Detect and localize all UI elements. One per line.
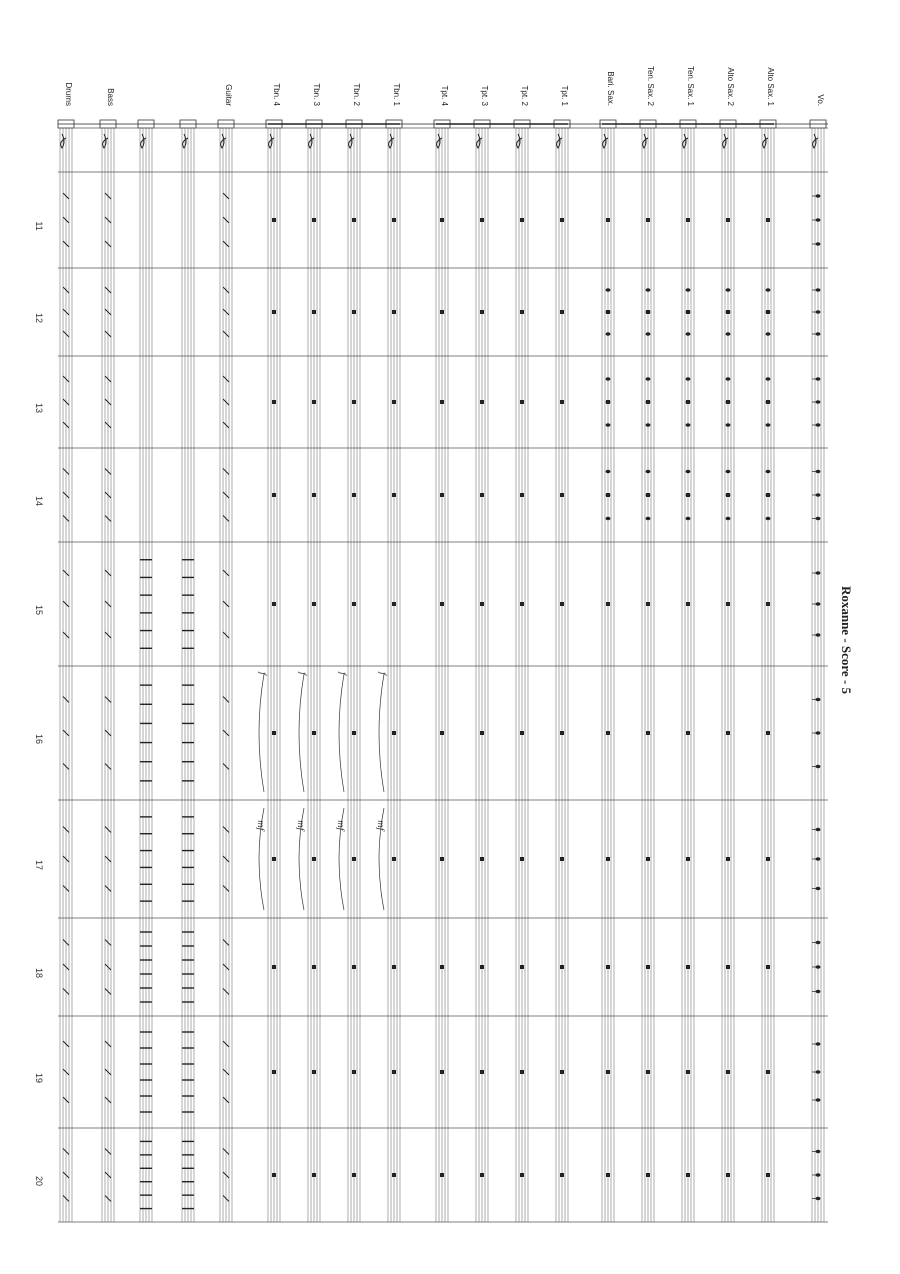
- measure-number: 13: [34, 402, 44, 414]
- rest-mark: [686, 218, 690, 222]
- rest-mark: [352, 857, 356, 861]
- instrument-label: Ten. Sax. 1: [686, 65, 695, 106]
- dynamic-mark: mf: [336, 820, 345, 831]
- rest-mark: [646, 857, 650, 861]
- rest-mark: [392, 965, 396, 969]
- rest-mark: [520, 731, 524, 735]
- rest-mark: [352, 1070, 356, 1074]
- rest-mark: [312, 493, 316, 497]
- slur-mark: [299, 674, 304, 792]
- rest-mark: [352, 493, 356, 497]
- rest-mark: [606, 965, 610, 969]
- clef-icon: [61, 134, 66, 148]
- instrument-label: Vo.: [816, 94, 825, 106]
- rest-mark: [272, 602, 276, 606]
- note-head: [686, 377, 691, 381]
- rest-mark: [726, 965, 730, 969]
- note-head: [606, 493, 611, 497]
- rest-mark: [686, 1070, 690, 1074]
- rest-mark: [560, 857, 564, 861]
- rest-mark: [726, 857, 730, 861]
- measure-number: 20: [34, 1175, 44, 1187]
- note-head: [766, 288, 771, 292]
- rest-mark: [766, 857, 770, 861]
- clef-icon: [221, 134, 226, 148]
- note-head: [726, 517, 731, 521]
- measure-number: 15: [34, 604, 44, 616]
- rest-mark: [392, 1173, 396, 1177]
- page-title: Roxanne - Score - 5: [839, 585, 854, 695]
- rest-mark: [352, 310, 356, 314]
- note-head: [686, 310, 691, 314]
- rest-mark: [480, 857, 484, 861]
- rest-mark: [766, 1173, 770, 1177]
- note-head: [686, 400, 691, 404]
- clef-icon: [643, 134, 648, 148]
- rest-mark: [686, 731, 690, 735]
- rest-mark: [392, 493, 396, 497]
- rest-mark: [520, 493, 524, 497]
- clef-icon: [813, 134, 818, 148]
- rest-mark: [766, 731, 770, 735]
- instrument-label: Tbn. 3: [312, 83, 321, 106]
- rest-mark: [272, 400, 276, 404]
- rest-mark: [560, 602, 564, 606]
- rest-mark: [272, 218, 276, 222]
- instrument-label: Tpt. 3: [480, 85, 489, 106]
- measure-number: 19: [34, 1072, 44, 1084]
- note-head: [726, 332, 731, 336]
- instrument-label: Tpt. 1: [560, 85, 569, 106]
- clef-icon: [141, 134, 146, 148]
- rest-mark: [520, 602, 524, 606]
- rest-mark: [392, 400, 396, 404]
- clef-icon: [183, 134, 188, 148]
- rest-mark: [312, 218, 316, 222]
- note-head: [726, 470, 731, 474]
- clef-icon: [683, 134, 688, 148]
- rest-mark: [560, 310, 564, 314]
- note-head: [606, 310, 611, 314]
- rest-mark: [392, 310, 396, 314]
- note-head: [766, 377, 771, 381]
- note-head: [606, 377, 611, 381]
- note-head: [766, 423, 771, 427]
- instrument-label: Ten. Sax. 2: [646, 65, 655, 106]
- rest-mark: [480, 218, 484, 222]
- rest-mark: [520, 1173, 524, 1177]
- rest-mark: [520, 1070, 524, 1074]
- clef-icon: [269, 134, 274, 148]
- rest-mark: [686, 602, 690, 606]
- rest-mark: [272, 731, 276, 735]
- note-head: [686, 517, 691, 521]
- rest-mark: [646, 731, 650, 735]
- rest-mark: [686, 857, 690, 861]
- clef-icon: [517, 134, 522, 148]
- rest-mark: [352, 965, 356, 969]
- rest-mark: [606, 857, 610, 861]
- note-head: [646, 310, 651, 314]
- measure-numbers: [34, 221, 44, 1186]
- rest-mark: [440, 310, 444, 314]
- note-head: [686, 470, 691, 474]
- note-head: [766, 310, 771, 314]
- rest-mark: [520, 400, 524, 404]
- rest-mark: [606, 1070, 610, 1074]
- staff-system: [58, 120, 828, 1222]
- note-head: [686, 493, 691, 497]
- rest-mark: [646, 1070, 650, 1074]
- rest-mark: [726, 731, 730, 735]
- note-head: [646, 517, 651, 521]
- measure-number: 11: [34, 221, 44, 231]
- rest-mark: [766, 602, 770, 606]
- note-head: [646, 470, 651, 474]
- clef-icon: [389, 134, 394, 148]
- rest-mark: [686, 965, 690, 969]
- slur-mark: [379, 674, 384, 792]
- instrument-label: Guitar: [224, 84, 233, 106]
- slur-mark: [339, 674, 344, 792]
- dynamic-mark: f: [378, 672, 387, 675]
- dynamic-mark: mf: [296, 820, 305, 831]
- rest-mark: [272, 965, 276, 969]
- note-head: [726, 423, 731, 427]
- instrument-label: Alto Sax. 2: [726, 67, 735, 106]
- instrument-label: Alto Sax. 1: [766, 67, 775, 106]
- measure-number: 18: [34, 967, 44, 979]
- instrument-label: Tbn. 2: [352, 83, 361, 106]
- rest-mark: [312, 1173, 316, 1177]
- rest-mark: [520, 857, 524, 861]
- rest-mark: [480, 1070, 484, 1074]
- notation-marks: [63, 193, 820, 1209]
- note-head: [686, 288, 691, 292]
- instrument-labels: [64, 66, 825, 107]
- note-head: [726, 310, 731, 314]
- rest-mark: [560, 493, 564, 497]
- rest-mark: [272, 493, 276, 497]
- rest-mark: [312, 400, 316, 404]
- rest-mark: [392, 602, 396, 606]
- note-head: [606, 517, 611, 521]
- rest-mark: [646, 218, 650, 222]
- rest-mark: [312, 602, 316, 606]
- clef-icon: [477, 134, 482, 148]
- rest-mark: [392, 857, 396, 861]
- instrument-label: Bari. Sax.: [606, 71, 615, 106]
- note-head: [726, 400, 731, 404]
- rest-mark: [272, 1173, 276, 1177]
- measure-number: 14: [34, 495, 44, 507]
- rest-mark: [726, 1070, 730, 1074]
- rest-mark: [480, 493, 484, 497]
- instrument-label: Tbn. 1: [392, 83, 401, 106]
- note-head: [646, 400, 651, 404]
- dynamic-mark: mf: [256, 820, 265, 831]
- rest-mark: [440, 493, 444, 497]
- rest-mark: [766, 218, 770, 222]
- dynamic-mark: f: [258, 672, 267, 675]
- rest-mark: [312, 1070, 316, 1074]
- note-head: [606, 470, 611, 474]
- note-head: [686, 423, 691, 427]
- barlines: [58, 128, 828, 1222]
- rest-mark: [392, 218, 396, 222]
- rest-mark: [440, 1173, 444, 1177]
- clef-icon: [763, 134, 768, 148]
- dynamic-mark: f: [338, 672, 347, 675]
- note-head: [766, 332, 771, 336]
- instrument-label: Bass: [106, 88, 115, 106]
- rest-mark: [440, 731, 444, 735]
- note-head: [766, 493, 771, 497]
- rest-mark: [440, 965, 444, 969]
- clef-icon: [349, 134, 354, 148]
- rest-mark: [440, 1070, 444, 1074]
- measure-number: 16: [34, 733, 44, 745]
- note-head: [606, 288, 611, 292]
- rest-mark: [606, 731, 610, 735]
- rest-mark: [686, 1173, 690, 1177]
- rest-mark: [560, 1070, 564, 1074]
- note-head: [606, 332, 611, 336]
- note-head: [766, 470, 771, 474]
- rest-mark: [272, 857, 276, 861]
- note-head: [686, 332, 691, 336]
- note-head: [766, 517, 771, 521]
- instrument-label: Tpt. 2: [520, 85, 529, 106]
- rest-mark: [440, 857, 444, 861]
- rest-mark: [560, 218, 564, 222]
- rest-mark: [646, 602, 650, 606]
- note-head: [606, 400, 611, 404]
- rest-mark: [480, 731, 484, 735]
- clef-icon: [437, 134, 442, 148]
- rest-mark: [312, 731, 316, 735]
- rest-mark: [480, 602, 484, 606]
- rest-mark: [646, 965, 650, 969]
- rest-mark: [560, 965, 564, 969]
- note-head: [726, 493, 731, 497]
- clef-icon: [103, 134, 108, 148]
- rest-mark: [520, 310, 524, 314]
- rest-mark: [312, 857, 316, 861]
- rest-mark: [480, 1173, 484, 1177]
- note-head: [606, 423, 611, 427]
- rest-mark: [726, 218, 730, 222]
- rest-mark: [606, 602, 610, 606]
- rest-mark: [440, 400, 444, 404]
- instrument-label: Drums: [64, 82, 73, 106]
- note-head: [646, 377, 651, 381]
- rest-mark: [352, 400, 356, 404]
- note-head: [766, 400, 771, 404]
- dynamic-mark: f: [298, 672, 307, 675]
- rest-mark: [560, 731, 564, 735]
- rest-mark: [352, 731, 356, 735]
- rest-mark: [520, 218, 524, 222]
- rest-mark: [726, 1173, 730, 1177]
- rest-mark: [392, 731, 396, 735]
- measure-number: 12: [34, 312, 44, 324]
- rest-mark: [352, 602, 356, 606]
- clef-icon: [557, 134, 562, 148]
- rest-mark: [352, 1173, 356, 1177]
- rest-mark: [272, 1070, 276, 1074]
- rest-mark: [726, 602, 730, 606]
- rest-mark: [766, 1070, 770, 1074]
- note-head: [646, 493, 651, 497]
- clef-icon: [723, 134, 728, 148]
- clef-icon: [603, 134, 608, 148]
- rest-mark: [560, 400, 564, 404]
- instrument-label: Tbn. 4: [272, 83, 281, 106]
- slur-mark: [259, 674, 264, 792]
- measure-number: 17: [34, 859, 44, 871]
- rest-mark: [606, 218, 610, 222]
- instrument-label: Tpt. 4: [440, 85, 449, 106]
- rest-mark: [766, 965, 770, 969]
- rest-mark: [312, 310, 316, 314]
- rest-mark: [480, 400, 484, 404]
- rest-mark: [312, 965, 316, 969]
- rest-mark: [646, 1173, 650, 1177]
- rest-mark: [606, 1173, 610, 1177]
- note-head: [646, 332, 651, 336]
- rest-mark: [352, 218, 356, 222]
- rest-mark: [520, 965, 524, 969]
- clef-icon: [309, 134, 314, 148]
- rest-mark: [440, 218, 444, 222]
- note-head: [726, 288, 731, 292]
- note-head: [646, 423, 651, 427]
- rest-mark: [480, 310, 484, 314]
- note-head: [726, 377, 731, 381]
- rest-mark: [560, 1173, 564, 1177]
- rest-mark: [272, 310, 276, 314]
- note-head: [646, 288, 651, 292]
- rest-mark: [480, 965, 484, 969]
- rest-mark: [392, 1070, 396, 1074]
- rest-mark: [440, 602, 444, 606]
- dynamic-mark: mf: [376, 820, 385, 831]
